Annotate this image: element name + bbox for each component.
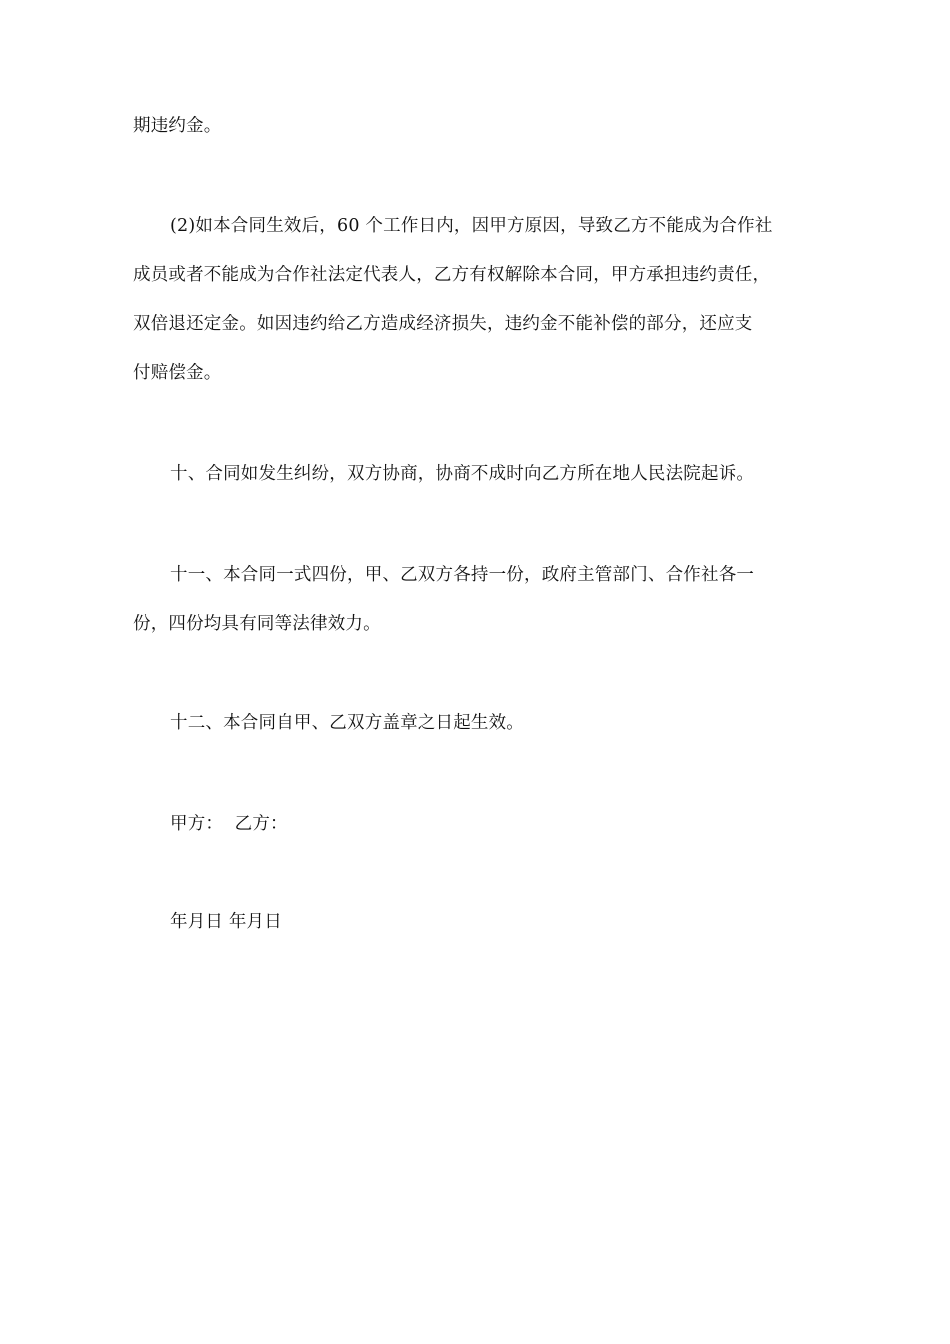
- text-line: (2)如本合同生效后，60 个工作日内，因甲方原因，导致乙方不能成为合作社: [170, 216, 773, 236]
- text-line: 十、合同如发生纠纷，双方协商，协商不成时向乙方所在地人民法院起诉。: [170, 464, 755, 484]
- text-line: 十一、本合同一式四份，甲、乙双方各持一份，政府主管部门、合作社各一: [170, 565, 755, 585]
- signature-parties: 甲方： 乙方：: [170, 814, 288, 834]
- text-line: 十二、本合同自甲、乙双方盖章之日起生效。: [170, 713, 524, 733]
- text-line: 双倍退还定金。如因违约给乙方造成经济损失，违约金不能补偿的部分，还应支: [133, 314, 753, 334]
- signature-dates: 年月日 年月日: [170, 912, 282, 932]
- text-line: 期违约金。: [133, 116, 222, 136]
- text-line: 付赔偿金。: [133, 363, 222, 383]
- text-line: 成员或者不能成为合作社法定代表人，乙方有权解除本合同，甲方承担违约责任，: [133, 265, 771, 285]
- text-line: 份，四份均具有同等法律效力。: [133, 614, 381, 634]
